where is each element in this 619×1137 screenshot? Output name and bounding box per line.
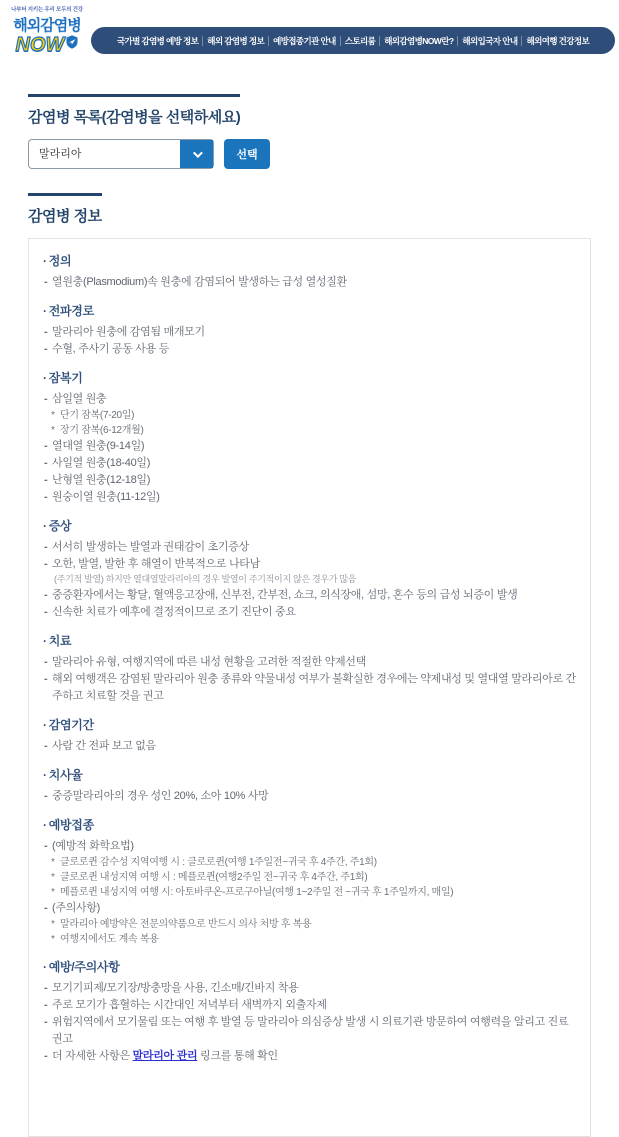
nav-item-vaccination-centers[interactable]: 예방접종기관 안내 (273, 35, 336, 46)
list-item-with-link (43, 1048, 576, 1065)
disease-select-value: 말라리아 (39, 148, 82, 160)
list-item: - 열대열 원충(9-14일) (43, 438, 576, 455)
list-subitem: * 장기 잠복(6-12개월) (43, 423, 576, 438)
list-subitem: * 메플로퀸 내성지역 여행 시: 아토바쿠온-프로구아닐(여행 1~2주일 전 ~귀국 후 1주일까지, 매일) (43, 885, 576, 900)
nav-item-travel-health-info[interactable]: 해외여행 건강정보 (526, 35, 590, 46)
section-heading: · 감염기간 (43, 716, 576, 733)
list-item: - 오한, 발열, 발한 후 해열이 반복적으로 나타남 (43, 556, 576, 573)
shield-airplane-icon (66, 35, 78, 49)
section-heading: · 치료 (43, 632, 576, 649)
list-item: - 주로 모기가 흡혈하는 시간대인 저녁부터 새벽까지 외출자제 (43, 997, 576, 1014)
chevron-down-icon (180, 140, 213, 168)
section-heading: · 치사율 (43, 766, 576, 783)
list-item: - 열원충(Plasmodium)속 원충에 감염되어 발생하는 급성 열성질환 (43, 274, 576, 291)
logo-title-now: NOW (15, 34, 65, 56)
nav-item-about-now[interactable]: 해외감염병NOW란? (384, 35, 454, 46)
section-fatality-rate (43, 766, 576, 805)
section-treatment (43, 632, 576, 705)
list-item: - 난형열 원충(12-18일) (43, 472, 576, 489)
list-item: - 서서히 발생하는 발열과 권태감이 초기증상 (43, 539, 576, 556)
list-subitem: * 클로로퀸 내성지역 여행 시 : 메플로퀸(여행2주일 전~귀국 후 4주간, 주1회) (43, 870, 576, 885)
nav-item-arrivals-guide[interactable]: 해외입국자 안내 (462, 35, 518, 46)
list-item: - (주의사항) (43, 900, 576, 917)
section-incubation (43, 369, 576, 506)
list-item-note: (주기적 발열) 하지만 열대열말라리아의 경우 발열이 주기적이지 않은 경우가 많음 (54, 574, 357, 585)
disease-list-section (28, 94, 591, 169)
list-item: - 해외 여행객은 감염된 말라리아 원충 종류와 약물내성 여부가 불확실한 경우에는 약제내성 및 열대열 말라리아로 간주하고 치료할 것을 권고 (43, 671, 576, 705)
section-heading: · 정의 (43, 252, 576, 269)
disease-list-title: 감염병 목록(감염병을 선택하세요) (28, 94, 240, 127)
link-line-prefix: 더 자세한 사항은 (52, 1050, 133, 1063)
main-content (0, 94, 619, 1137)
section-transmission (43, 302, 576, 358)
select-button[interactable]: 선택 (224, 139, 270, 169)
list-subitem: * 단기 잠복(7-20일) (43, 408, 576, 423)
site-logo[interactable] (8, 5, 86, 57)
list-item: - 모기기피제/모기장/방충망을 사용, 긴소매/긴바지 착용 (43, 980, 576, 997)
list-item: - 말라리아 원충에 감염됨 매개모기 (43, 324, 576, 341)
section-heading: · 전파경로 (43, 302, 576, 319)
link-line-suffix: 링크를 통해 확인 (197, 1050, 278, 1063)
section-heading: · 예방접종 (43, 816, 576, 833)
list-item: - 중증환자에서는 황달, 혈액응고장애, 신부전, 간부전, 쇼크, 의식장애, 섬망, 혼수 등의 급성 뇌증이 발생 (43, 587, 576, 604)
logo-tagline: 나부터 지키는 우리 모두의 건강 (11, 7, 83, 13)
section-vaccination (43, 816, 576, 947)
list-item: - 중증말라리아의 경우 성인 20%, 소아 10% 사망 (43, 788, 576, 805)
malaria-management-link[interactable]: 말라리아 관리 (132, 1050, 198, 1063)
disease-select-row (28, 139, 591, 169)
section-definition (43, 252, 576, 291)
site-header (0, 0, 619, 57)
section-heading: · 잠복기 (43, 369, 576, 386)
nav-item-country-prevention-info[interactable]: 국가별 감염병 예방 정보 (116, 35, 199, 46)
main-nav (91, 27, 615, 54)
disease-info-box (28, 238, 591, 1137)
disease-info-section (28, 193, 591, 1137)
list-subitem: * 클로로퀸 감수성 지역여행 시 : 클로로퀸(여행 1주일전~귀국 후 4주간, 주1회) (43, 855, 576, 870)
list-item: - (예방적 화학요법) (43, 838, 576, 855)
disease-select-dropdown[interactable] (28, 139, 214, 169)
list-subitem: * 여행지에서도 계속 복용 (43, 932, 576, 947)
section-heading: · 증상 (43, 517, 576, 534)
list-item: - 삼일열 원충 (43, 391, 576, 408)
list-item: - 원숭이열 원충(11-12일) (43, 489, 576, 506)
section-symptoms (43, 517, 576, 620)
list-subitem: * 말라리아 예방약은 전문의약품으로 반드시 의사 처방 후 복용 (43, 917, 576, 932)
list-item: - 수혈, 주사기 공동 사용 등 (43, 341, 576, 358)
nav-item-overseas-disease-info[interactable]: 해외 감염병 정보 (207, 35, 265, 46)
list-item: - 사람 간 전파 보고 없음 (43, 738, 576, 755)
section-heading: · 예방/주의사항 (43, 958, 576, 975)
section-infectious-period (43, 716, 576, 755)
list-item: - 위험지역에서 모기물림 또는 여행 후 발열 등 말라리아 의심증상 발생 시 의료기관 방문하여 여행력을 알리고 진료 권고 (43, 1014, 576, 1048)
section-prevention (43, 958, 576, 1065)
list-item: - 말라리아 유형, 여행지역에 따른 내성 현황을 고려한 적절한 약제선택 (43, 654, 576, 671)
list-item: - 사일열 원충(18-40일) (43, 455, 576, 472)
list-item: - 신속한 치료가 예후에 결정적이므로 조기 진단이 중요 (43, 604, 576, 621)
logo-title-korean: 해외감염병 (13, 17, 81, 34)
nav-item-storyroom[interactable]: 스토리룸 (344, 35, 376, 46)
disease-info-title: 감염병 정보 (28, 193, 102, 226)
